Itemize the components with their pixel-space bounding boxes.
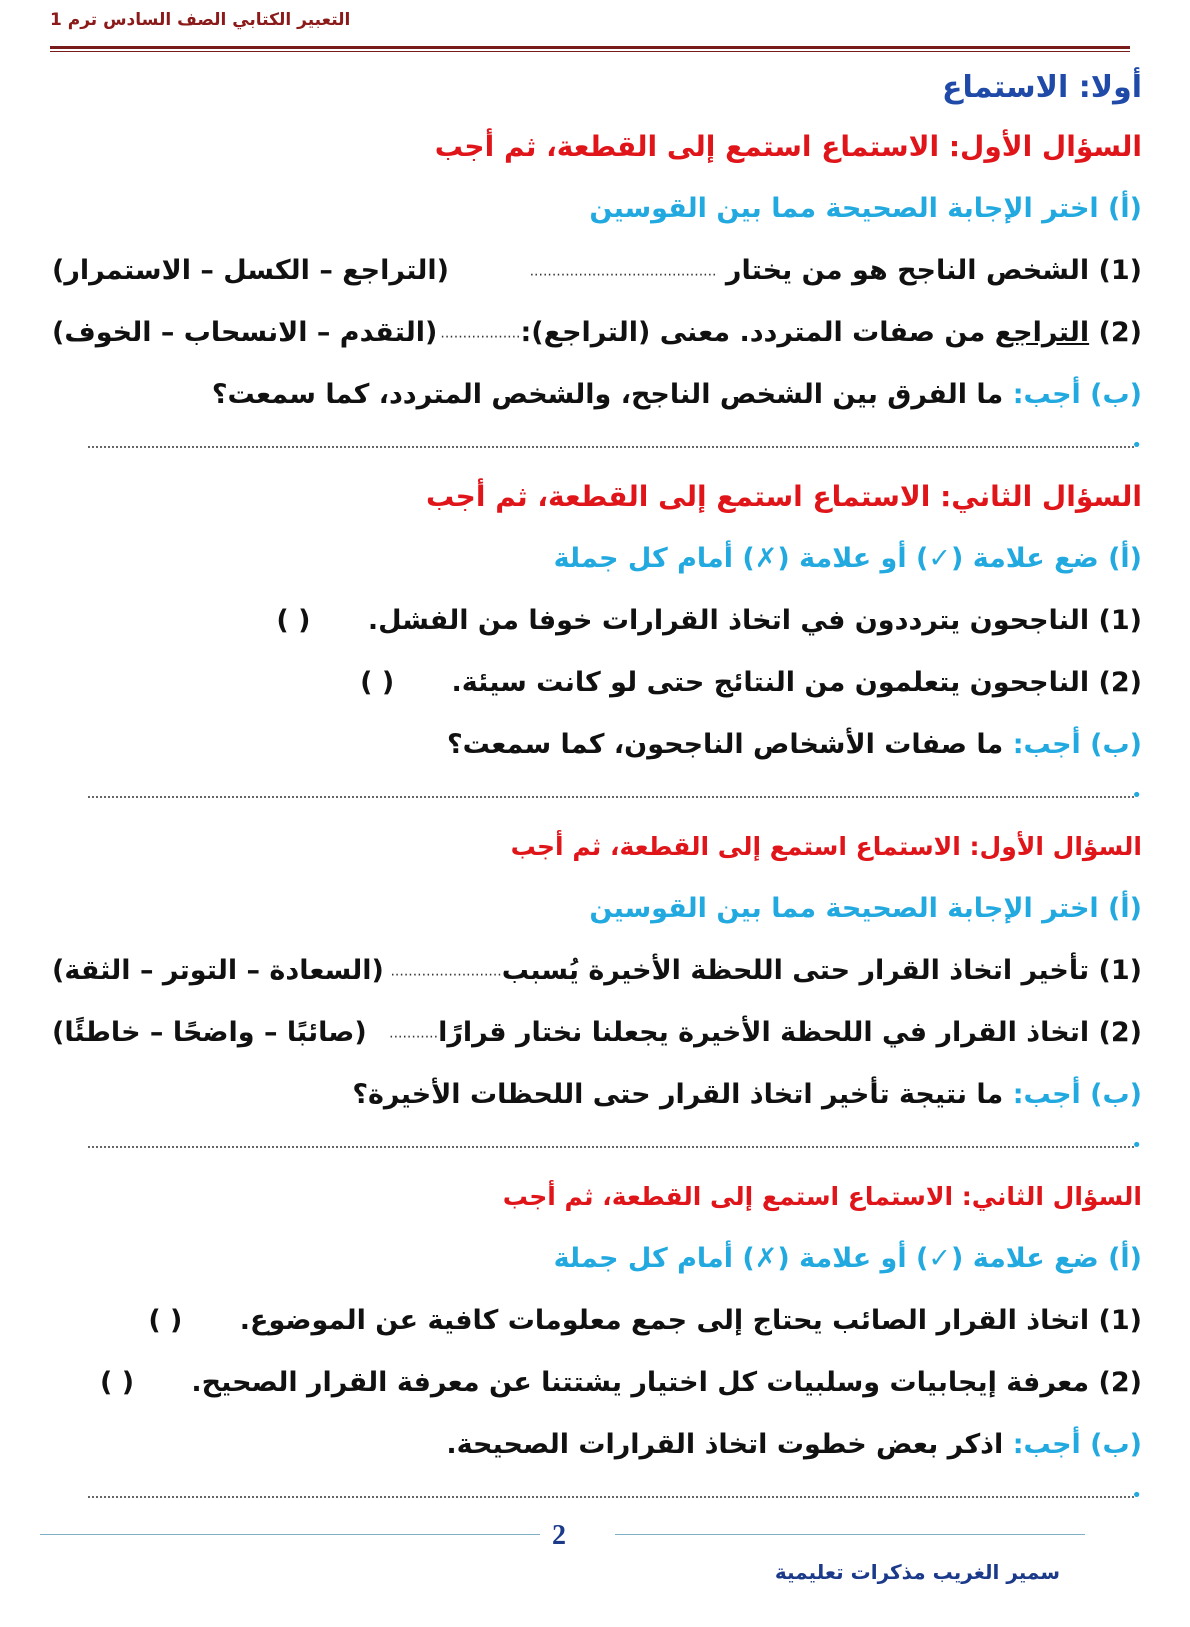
bullet-dot: •: [1131, 1135, 1142, 1156]
item-text: (1) اتخاذ القرار الصائب يحتاج إلى جمع معلومات كافية عن الموضوع.: [239, 1305, 1142, 1336]
part-b-question: [52, 364, 1142, 426]
question-heading: السؤال الثاني: الاستماع استمع إلى القطعة، ثم أجب: [502, 1182, 1142, 1211]
answer-box[interactable]: ( ): [148, 1305, 183, 1336]
part-a-instruction: (أ) اختر الإجابة الصحيحة مما بين القوسين: [589, 193, 1142, 224]
question-block-4: [52, 1166, 1142, 1516]
part-a-instruction: (أ) ضع علامة (✓) أو علامة (✗) أمام كل جملة: [553, 543, 1142, 574]
answer-line[interactable]: [52, 776, 1142, 816]
underlined-word: التراجع: [994, 316, 1090, 348]
answer-box[interactable]: ( ): [99, 1367, 135, 1398]
part-b-question: [52, 1064, 1142, 1126]
tf-item: [52, 1290, 1142, 1352]
answer-line[interactable]: [52, 1126, 1142, 1166]
blank-line[interactable]: .........................: [390, 963, 502, 980]
question-block-2: [52, 466, 1142, 816]
item-choices: (صائبًا – واضحًا – خاطئًا): [52, 1017, 367, 1048]
page-number: 2: [552, 1520, 566, 1551]
item-text: (2) الناجحون يتعلمون من النتائج حتى لو كانت سيئة.: [451, 667, 1142, 698]
question-block-1: [52, 116, 1142, 466]
part-b-question: [52, 714, 1142, 776]
blank-line[interactable]: ...........: [389, 1025, 439, 1042]
answer-box[interactable]: ( ): [360, 667, 395, 698]
tf-item: [52, 652, 1142, 714]
answer-box[interactable]: ( ): [276, 605, 311, 636]
part-b-question: [52, 1414, 1142, 1476]
part-b-label: (ب) أجب:: [1012, 1079, 1142, 1110]
mcq-item: [52, 240, 1142, 302]
section-title: أولا: الاستماع: [942, 70, 1142, 105]
part-b-label: (ب) أجب:: [1012, 379, 1142, 410]
footer-rule-left: [40, 1534, 540, 1535]
item-text: (1) الناجحون يترددون في اتخاذ القرارات خوفا من الفشل.: [367, 605, 1142, 636]
part-a-instruction: (أ) ضع علامة (✓) أو علامة (✗) أمام كل جملة: [553, 1243, 1142, 1274]
dotted-line: [88, 1496, 1134, 1498]
bullet-dot: •: [1131, 435, 1142, 456]
mcq-item: [52, 1002, 1142, 1064]
part-b-text: اذكر بعض خطوت اتخاذ القرارات الصحيحة.: [446, 1429, 1004, 1460]
page-header: [50, 8, 1130, 52]
header-rule: [50, 46, 1130, 49]
item-text: (2) معرفة إيجابيات وسلبيات كل اختيار يشتتنا عن معرفة القرار الصحيح.: [191, 1367, 1142, 1398]
item-text: (2) اتخاذ القرار في اللحظة الأخيرة يجعلنا نختار قرارًا: [438, 1016, 1142, 1048]
dotted-line: [88, 446, 1134, 448]
question-heading: السؤال الثاني: الاستماع استمع إلى القطعة، ثم أجب: [426, 480, 1142, 513]
header-title: التعبير الكتابي الصف السادس ترم 1: [50, 10, 351, 30]
part-b-text: ما الفرق بين الشخص الناجح، والشخص المتردد، كما سمعت؟: [211, 379, 1004, 410]
item-text: (1) تأخير اتخاذ القرار حتى اللحظة الأخيرة يُسبب: [501, 954, 1142, 986]
blank-line[interactable]: ..........................................: [529, 263, 717, 280]
item-choices: (التقدم – الانسحاب – الخوف): [52, 317, 438, 348]
bullet-dot: •: [1131, 785, 1142, 806]
question-heading: السؤال الأول: الاستماع استمع إلى القطعة، ثم أجب: [510, 832, 1142, 861]
question-heading: السؤال الأول: الاستماع استمع إلى القطعة، ثم أجب: [434, 130, 1142, 163]
worksheet-body: [52, 60, 1142, 1516]
blank-line[interactable]: ..................: [440, 325, 521, 342]
item-number: (2): [1089, 316, 1142, 348]
part-b-text: ما صفات الأشخاص الناجحون، كما سمعت؟: [447, 729, 1004, 760]
footer-rule-right: [615, 1534, 1085, 1535]
answer-line[interactable]: [52, 426, 1142, 466]
answer-line[interactable]: [52, 1476, 1142, 1516]
header-rule-thin: [50, 51, 1130, 52]
dotted-line: [88, 1146, 1134, 1148]
part-b-label: (ب) أجب:: [1012, 729, 1142, 760]
item-choices: (السعادة – التوتر – الثقة): [52, 955, 384, 986]
part-a-instruction: (أ) اختر الإجابة الصحيحة مما بين القوسين: [589, 893, 1142, 924]
item-choices: (التراجع – الكسل – الاستمرار): [52, 255, 449, 286]
mcq-item: [52, 302, 1142, 364]
part-b-text: ما نتيجة تأخير اتخاذ القرار حتى اللحظات الأخيرة؟: [352, 1079, 1004, 1110]
question-block-3: [52, 816, 1142, 1166]
part-b-label: (ب) أجب:: [1012, 1429, 1142, 1460]
item-text: (1) الشخص الناجح هو من يختار: [725, 254, 1142, 286]
tf-item: [52, 590, 1142, 652]
footer-credit: سمير الغريب مذكرات تعليمية: [774, 1560, 1060, 1584]
dotted-line: [88, 796, 1134, 798]
mcq-item: [52, 940, 1142, 1002]
bullet-dot: •: [1131, 1485, 1142, 1506]
item-text: من صفات المتردد. معنى (التراجع):: [520, 316, 995, 348]
tf-item: [52, 1352, 1142, 1414]
page-footer: [40, 1520, 1150, 1610]
